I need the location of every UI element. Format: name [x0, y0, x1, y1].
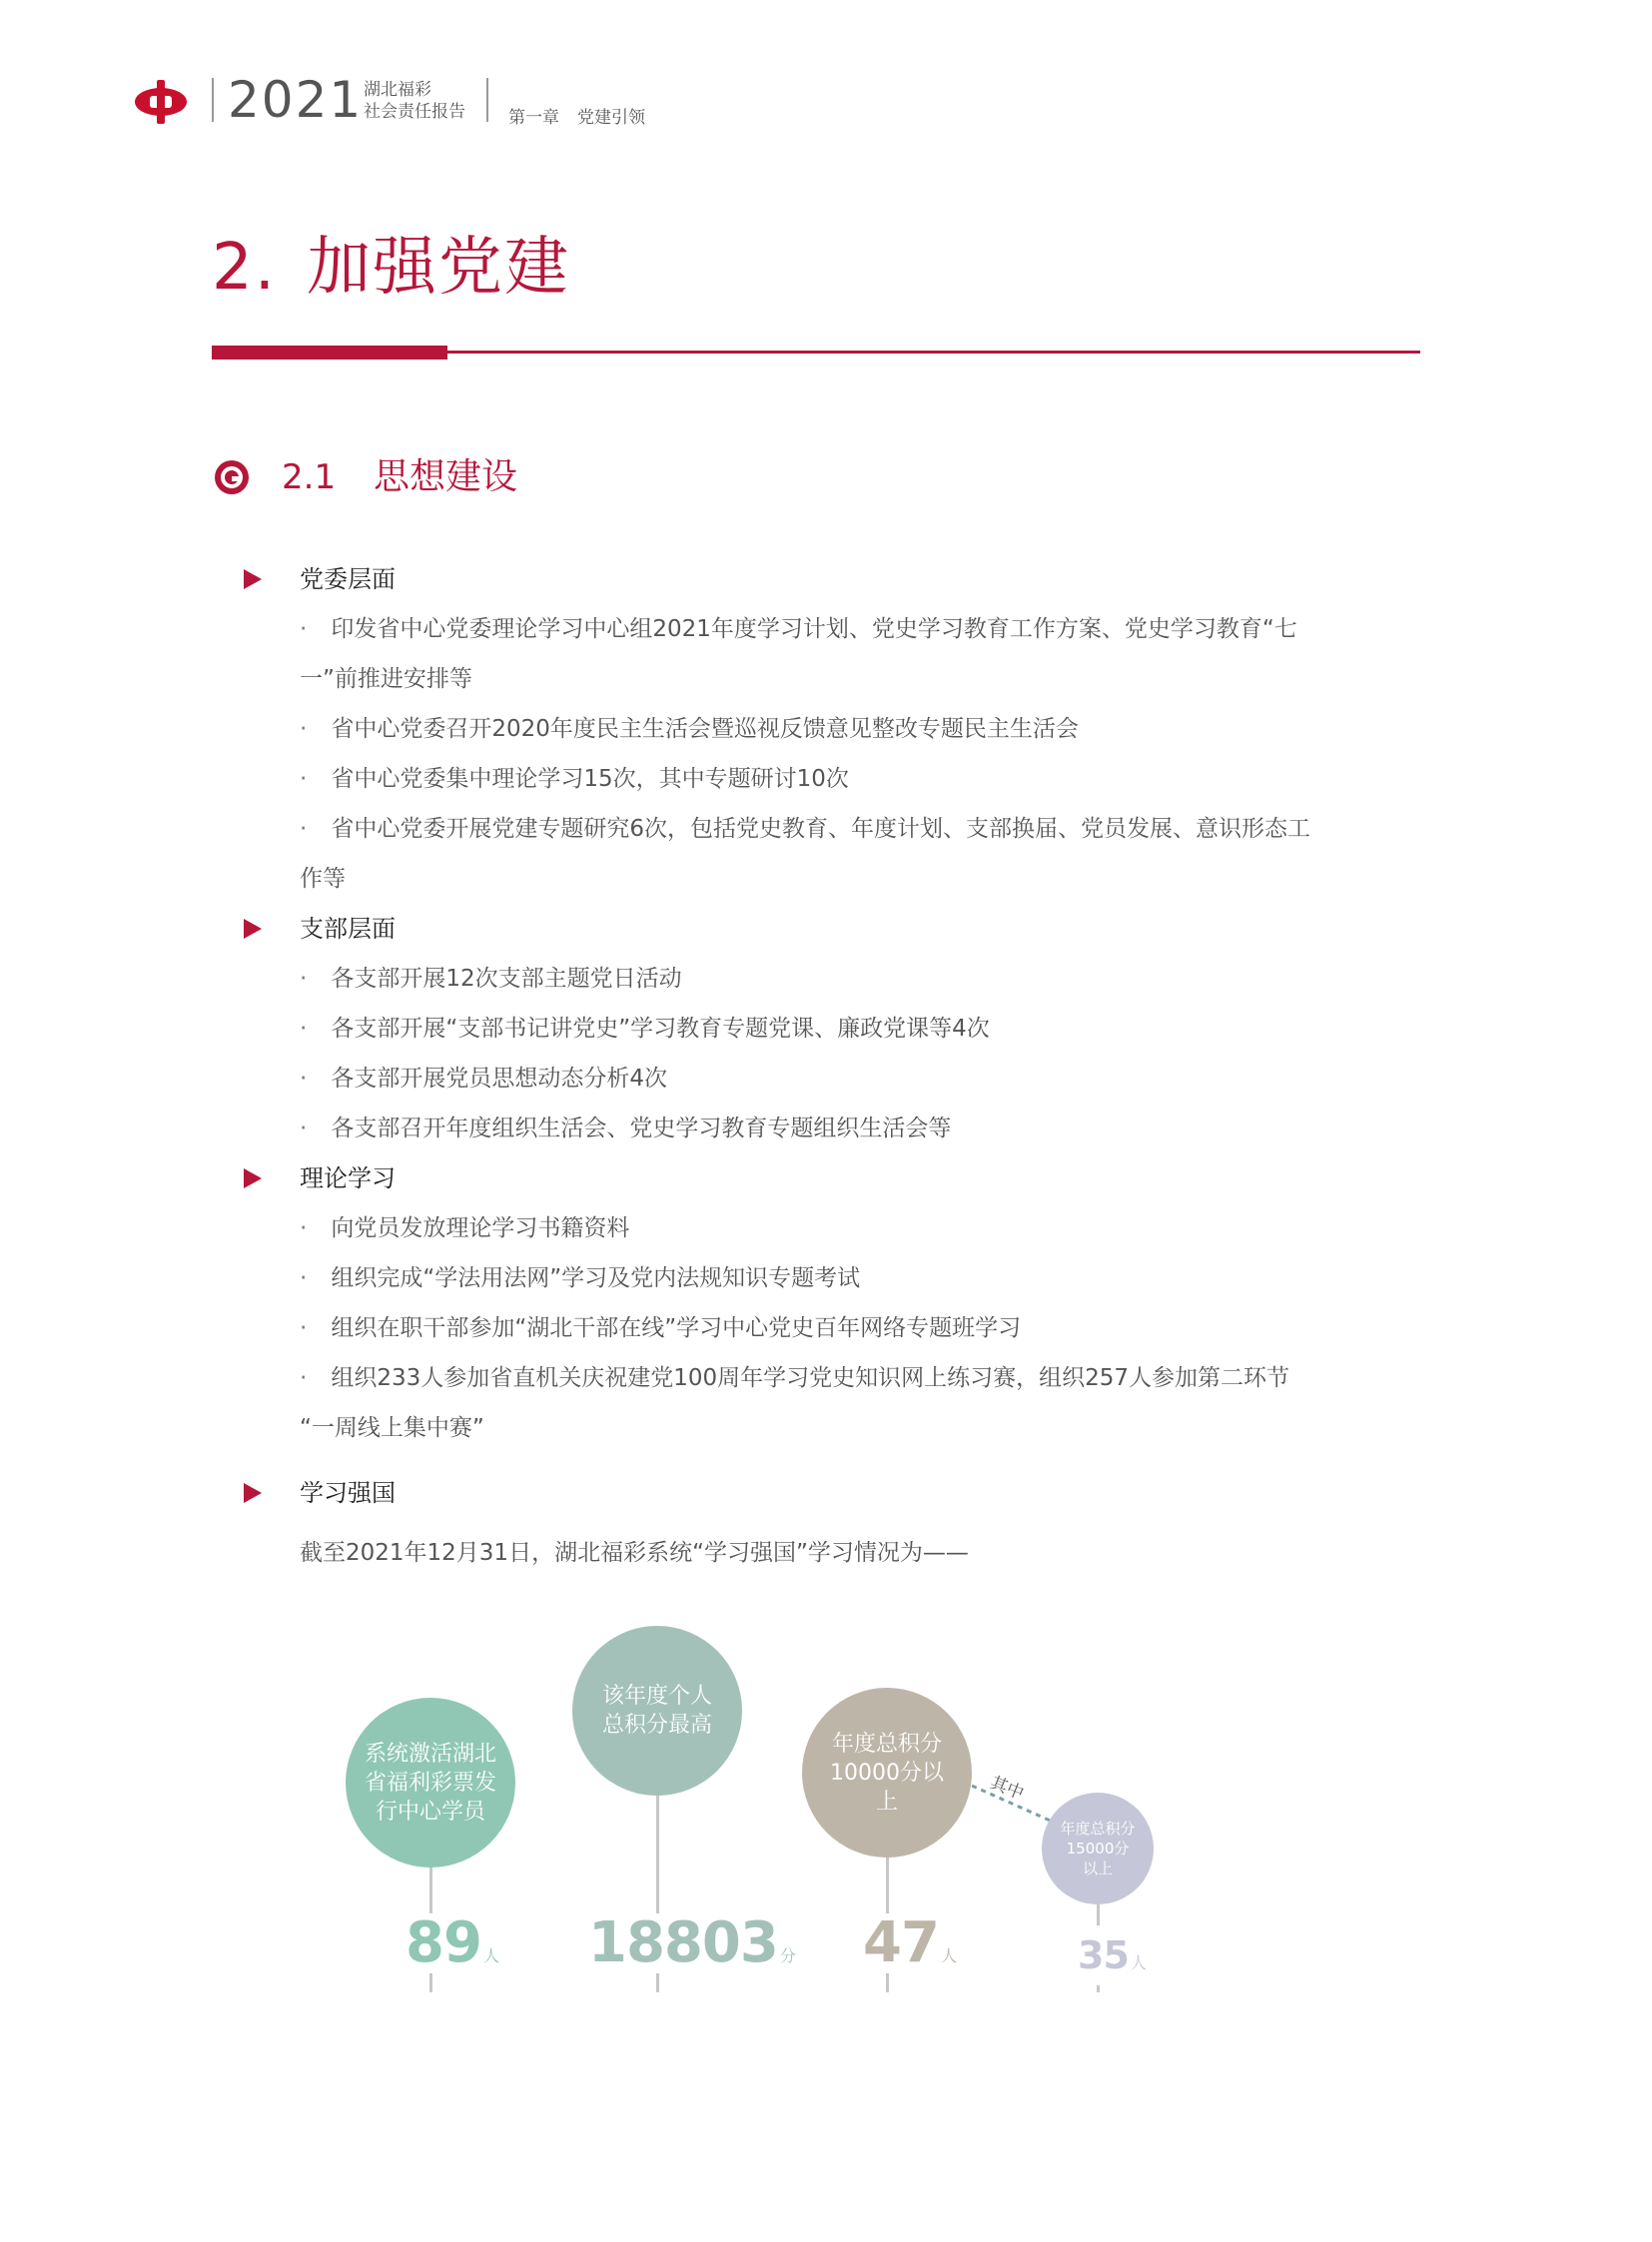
stat-label: 年度总积分10000分以上 — [830, 1731, 944, 1815]
group-heading: 党委层面 — [300, 565, 396, 593]
report-name: 社会责任报告 — [364, 102, 465, 122]
subsection-title: 思想建设 — [374, 456, 518, 497]
stat-number: 47 — [863, 1910, 939, 1975]
intro-text: 截至2021年12月31日，湖北福彩系统“学习强国”学习情况为—— — [300, 1540, 969, 1566]
stat-label: 该年度个人总积分最高 — [601, 1684, 712, 1738]
stat-circle-10000 — [802, 1688, 972, 1858]
connector-label: 其中 — [987, 1773, 1027, 1805]
subsection-badge-icon — [214, 459, 250, 495]
stat-number: 18803 — [588, 1910, 778, 1975]
section-rule-accent — [212, 346, 447, 360]
stat-circle-members — [346, 1698, 515, 1868]
stat-label: 年度总积分15000分以上 — [1060, 1820, 1136, 1877]
stat-value-members — [402, 1910, 503, 1975]
org-name: 湖北福彩 — [364, 80, 431, 100]
stat-unit: 人 — [482, 1946, 499, 1965]
stat-number: 89 — [406, 1910, 481, 1975]
list-item: · 各支部开展12次支部主题党日活动 — [300, 966, 682, 992]
section-name: 加强党建 — [307, 231, 571, 305]
group-heading: 学习强国 — [300, 1479, 396, 1507]
chapter-number: 第一章 — [508, 108, 559, 128]
play-arrow-icon — [244, 1483, 262, 1503]
stat-value-15000 — [1074, 1925, 1151, 1985]
group-heading: 支部层面 — [300, 915, 396, 943]
report-org — [364, 79, 465, 123]
report-year: 2021 — [228, 71, 364, 129]
header-divider — [212, 78, 214, 122]
list-item: · 各支部召开年度组织生活会、党史学习教育专题组织生活会等 — [300, 1116, 952, 1141]
stat-circle-15000 — [1042, 1793, 1154, 1904]
play-arrow-icon — [244, 1168, 262, 1188]
list-item: · 向党员发放理论学习书籍资料 — [300, 1215, 630, 1241]
lottery-logo-icon — [132, 78, 190, 126]
play-arrow-icon — [244, 569, 262, 589]
group-heading: 理论学习 — [300, 1164, 396, 1192]
stat-unit: 人 — [940, 1946, 957, 1965]
list-item: · 组织在职干部参加“湖北干部在线”学习中心党史百年网络专题班学习 — [300, 1315, 1022, 1341]
chapter-name: 党建引领 — [577, 108, 645, 128]
list-item: · 省中心党委召开2020年度民主生活会暨巡视反馈意见整改专题民主生活会 — [300, 716, 1079, 742]
list-item-continued: 一”前推进安排等 — [300, 666, 472, 692]
list-item: · 组织233人参加省直机关庆祝建党100周年学习党史知识网上练习赛，组织257人参加第二环节 — [300, 1365, 1290, 1391]
stat-unit: 人 — [1130, 1953, 1147, 1972]
stat-number: 35 — [1078, 1933, 1129, 1977]
play-arrow-icon — [244, 919, 262, 939]
list-item-continued: 作等 — [300, 866, 346, 892]
header-divider — [486, 78, 488, 122]
section-title — [212, 228, 570, 308]
stat-circle-top-score — [572, 1626, 742, 1796]
list-item-continued: “一周线上集中赛” — [300, 1415, 484, 1441]
subsection-number: 2.1 — [282, 457, 337, 497]
section-number: 2. — [212, 231, 278, 305]
chapter-label — [508, 103, 663, 128]
stat-value-top-score — [584, 1910, 800, 1975]
stat-label: 系统激活湖北省福利彩票发行中心学员 — [364, 1741, 496, 1825]
list-item: · 省中心党委集中理论学习15次，其中专题研讨10次 — [300, 766, 849, 792]
list-item: · 各支部开展“支部书记讲党史”学习教育专题党课、廉政党课等4次 — [300, 1016, 990, 1042]
list-item: · 印发省中心党委理论学习中心组2021年度学习计划、党史学习教育工作方案、党史学习教育“七 — [300, 616, 1297, 642]
list-item: · 组织完成“学法用法网”学习及党内法规知识专题考试 — [300, 1265, 861, 1291]
list-item: · 各支部开展党员思想动态分析4次 — [300, 1066, 667, 1092]
stat-unit: 分 — [779, 1946, 796, 1965]
stat-value-10000 — [859, 1910, 961, 1975]
list-item: · 省中心党委开展党建专题研究6次，包括党史教育、年度计划、支部换届、党员发展、意识形态工 — [300, 816, 1310, 842]
